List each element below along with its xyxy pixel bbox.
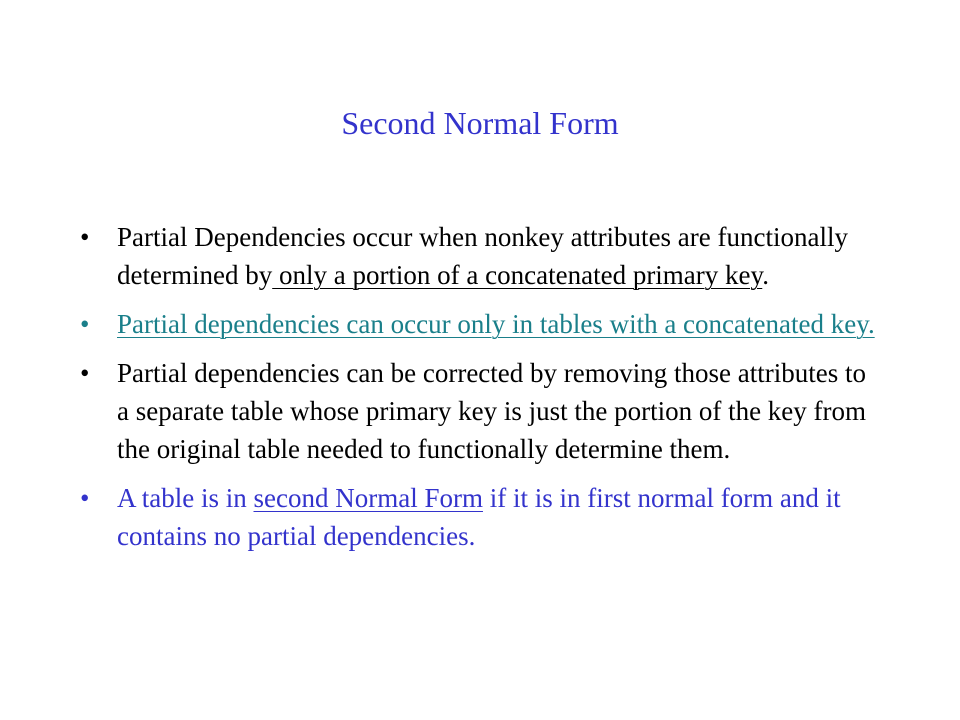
bullet-item-concatenated-key xyxy=(80,305,880,343)
bullet-text xyxy=(117,222,848,290)
bullet-dot: • xyxy=(80,483,90,513)
bullet-list xyxy=(80,218,880,566)
bullet-dot: • xyxy=(80,222,90,252)
bullet-text: Partial dependencies can be corrected by removing those attributes to a separate table whose primary key is just the portion of the key from the original table needed to functionally determine them. xyxy=(117,358,867,464)
bullet-text-part: A table is in xyxy=(117,483,254,513)
underlined-phrase: only a portion of a concatenated primary key xyxy=(272,260,763,290)
bullet-item-2nf-definition xyxy=(80,479,880,555)
bullet-text-part: . xyxy=(762,260,770,290)
bullet-item-partial-dependencies-definition xyxy=(80,218,880,294)
bullet-text xyxy=(117,483,841,551)
bullet-dot: • xyxy=(80,358,90,388)
bullet-text-link[interactable]: Partial dependencies can occur only in tables with a concatenated key. xyxy=(117,309,875,339)
slide-title: Second Normal Form xyxy=(341,105,619,141)
bullet-text-part: if it is in first normal form and it contains no partial dependencies. xyxy=(117,483,841,551)
bullet-dot: • xyxy=(80,309,90,339)
bullet-text-part: Partial Dependencies occur when nonkey attributes are functionally determined by xyxy=(117,222,848,290)
underlined-term: second Normal Form xyxy=(253,483,483,513)
bullet-item-correction xyxy=(80,354,880,468)
